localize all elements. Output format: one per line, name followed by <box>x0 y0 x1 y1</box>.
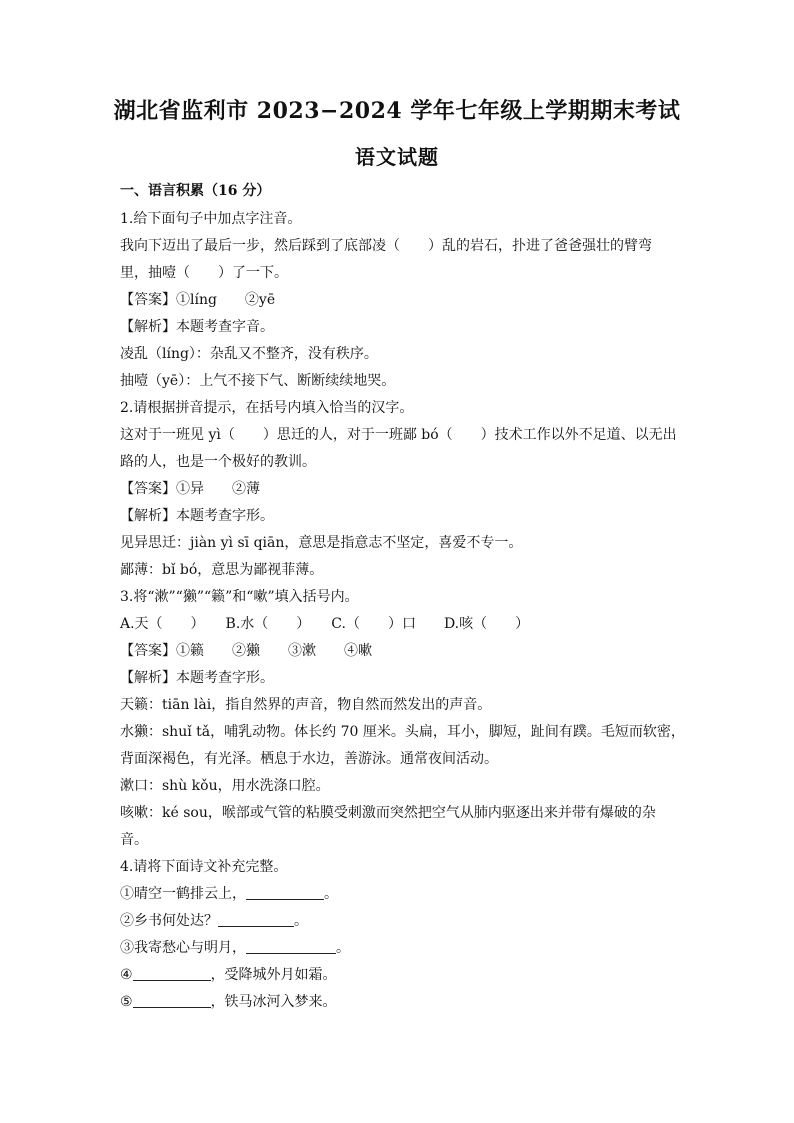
section-heading: 一、语言积累（16 分） <box>120 183 271 199</box>
text-line: 【答案】①异 ②薄 <box>120 481 260 497</box>
text-line: 3.将“漱”“獭”“籁”和“嗽”填入括号内。 <box>120 589 359 605</box>
answer-blank <box>246 885 324 900</box>
answer-blank <box>246 939 336 954</box>
text-line: A.天（ ） B.水（ ） C.（ ）口 D.咳（ ） <box>120 616 530 632</box>
text-line: 见异思迁：jiàn yì sī qiān，意思是指意志不坚定，喜爱不专一。 <box>120 535 523 551</box>
poem-fill-line <box>120 937 350 957</box>
text-line: 凌乱（líng）：杂乱又不整齐，没有秩序。 <box>120 346 378 362</box>
text-line: 【答案】①籁 ②獭 ③漱 ④嗽 <box>120 643 372 659</box>
text-line: 1.给下面句子中加点字注音。 <box>120 211 302 227</box>
answer-blank <box>133 966 211 981</box>
poem-prefix: ①晴空一鹤排云上， <box>120 886 246 902</box>
poem-prefix: ②乡书何处达？ <box>120 913 218 929</box>
text-line: 音。 <box>120 832 148 848</box>
text-line: 里，抽噎（ ）了一下。 <box>120 265 288 281</box>
text-line: 背面深褐色，有光泽。栖息于水边，善游泳。通常夜间活动。 <box>120 751 498 767</box>
text-line: 【解析】本题考查字形。 <box>120 670 274 686</box>
poem-prefix: ⑤ <box>120 994 133 1010</box>
text-line: 【答案】①líng ②yē <box>120 292 276 308</box>
page-title: 湖北省监利市 2023−2024 学年七年级上学期期末考试 <box>113 98 681 124</box>
poem-fill-line <box>120 991 337 1011</box>
poem-fill-line <box>120 964 337 984</box>
text-line: 路的人，也是一个极好的教训。 <box>120 454 316 470</box>
text-line: 【解析】本题考查字音。 <box>120 319 274 335</box>
text-line: 4.请将下面诗文补充完整。 <box>120 859 288 875</box>
poem-suffix: 。 <box>324 886 338 902</box>
text-line: 抽噎（yē）：上气不接下气、断断续续地哭。 <box>120 373 396 389</box>
text-line: 2.请根据拼音提示，在括号内填入恰当的汉字。 <box>120 400 414 416</box>
answer-blank <box>218 912 294 927</box>
text-line: 【解析】本题考查字形。 <box>120 508 274 524</box>
poem-suffix: ，受降城外月如霜。 <box>210 967 337 983</box>
text-line: 水獭：shuǐ tǎ，哺乳动物。体长约 70 厘米。头扁，耳小，脚短，趾间有蹼。毛短而软密， <box>120 724 685 740</box>
poem-suffix: ，铁马冰河入梦来。 <box>210 994 337 1010</box>
poem-suffix: 。 <box>336 940 350 956</box>
text-line: 天籁：tiān lài，指自然界的声音，物自然而然发出的声音。 <box>120 697 492 713</box>
text-line: 我向下迈出了最后一步，然后踩到了底部凌（ ）乱的岩石，扑进了爸爸强壮的臂弯 <box>120 238 652 254</box>
answer-blank <box>133 993 211 1008</box>
poem-fill-line <box>120 883 338 903</box>
text-line: 鄙薄：bǐ bó，意思为鄙视菲薄。 <box>120 562 324 578</box>
text-line: 漱口：shù kǒu，用水洗涤口腔。 <box>120 778 330 794</box>
text-line: 这对于一班见 yì（ ）思迁的人，对于一班鄙 bó（ ）技术工作以外不足道、以无出 <box>120 427 677 443</box>
text-line: 咳嗽：ké sou，喉部或气管的粘膜受刺激而突然把空气从肺内驱逐出来并带有爆破的杂 <box>120 805 656 821</box>
page-subtitle: 语文试题 <box>355 145 439 169</box>
poem-suffix: 。 <box>294 913 308 929</box>
poem-fill-line <box>120 910 308 930</box>
poem-prefix: ③我寄愁心与明月， <box>120 940 246 956</box>
poem-prefix: ④ <box>120 967 133 983</box>
